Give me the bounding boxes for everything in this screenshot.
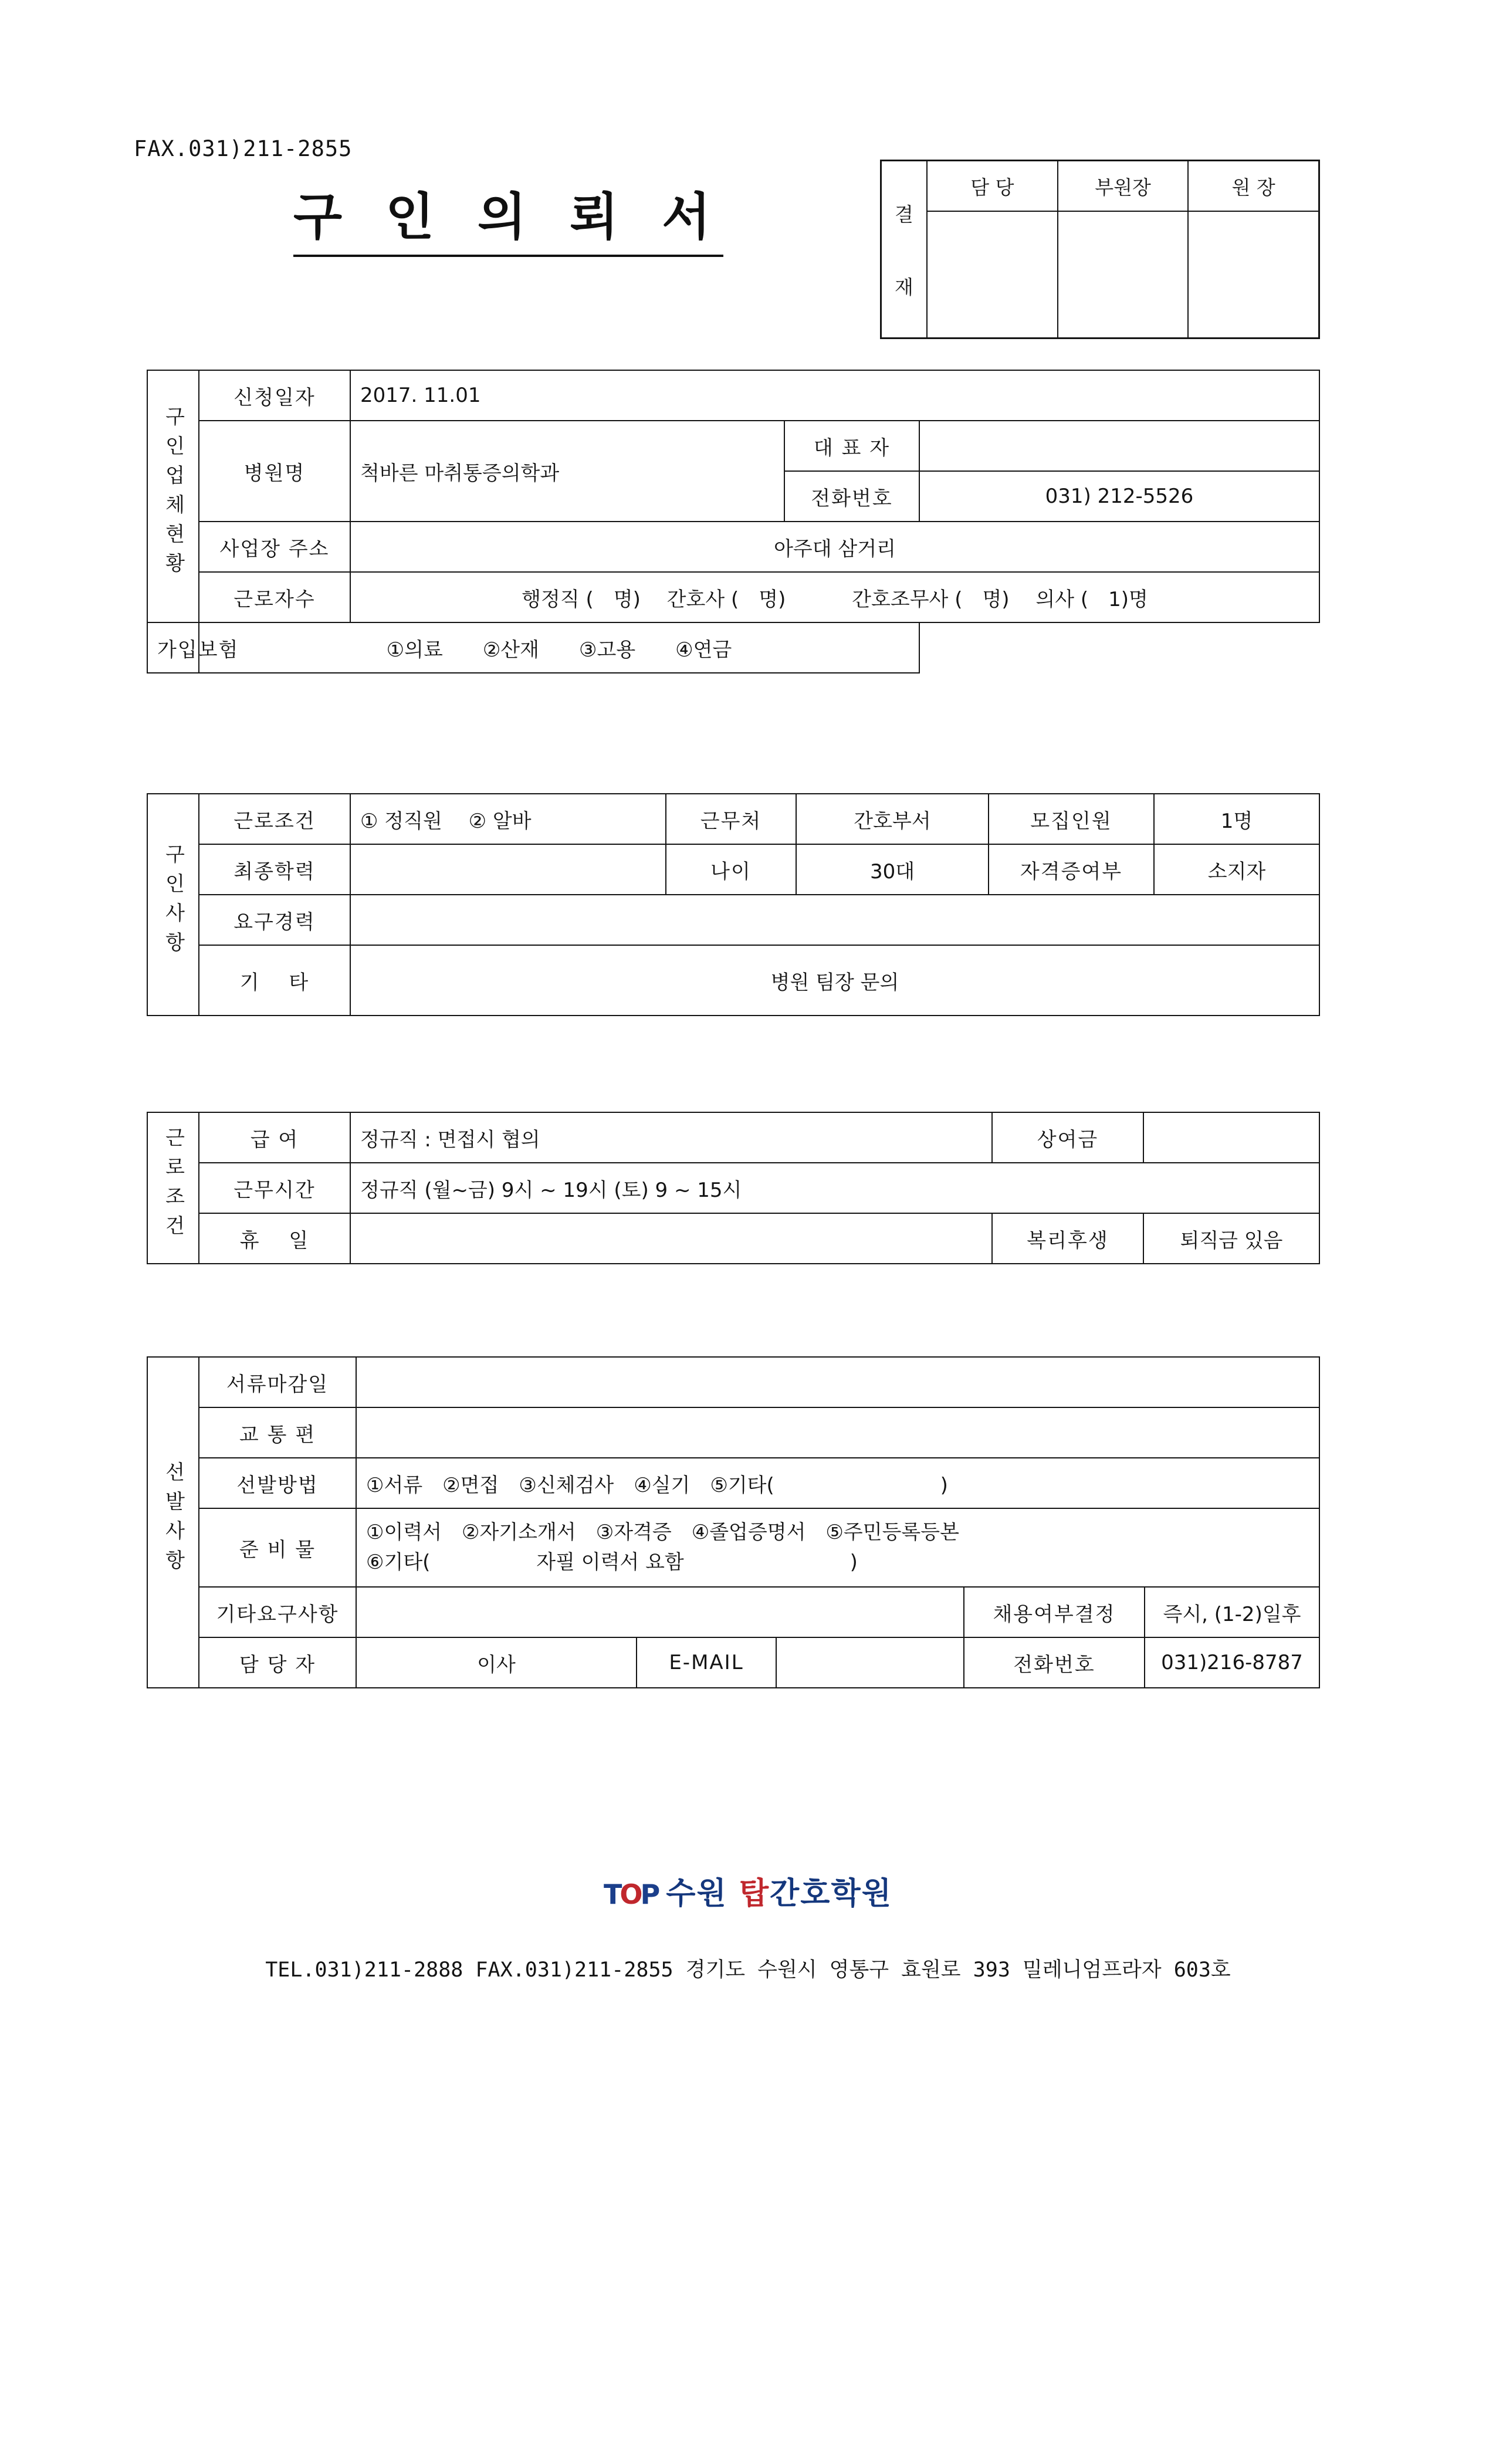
company-side-label: 구인업체현황 bbox=[147, 370, 199, 622]
table-row bbox=[147, 1458, 1319, 1508]
hiring-side-label: 구인사항 bbox=[147, 794, 199, 1016]
address-value: 아주대 삼거리 bbox=[350, 522, 1319, 572]
table-row bbox=[147, 370, 1319, 421]
approval-label-char-1: 결 bbox=[895, 202, 913, 226]
approval-col-header-0: 담 당 bbox=[928, 161, 1058, 211]
selection-side-label: 선발사항 bbox=[147, 1357, 199, 1688]
holiday-value bbox=[350, 1213, 992, 1264]
approval-signature-row bbox=[928, 212, 1318, 337]
approval-sign-0 bbox=[928, 212, 1058, 337]
work-condition-value: ① 정직원 ② 알바 bbox=[350, 794, 666, 844]
other-requirements-label: 기타요구사항 bbox=[199, 1587, 356, 1637]
footer-contact: TEL.031)211-2888 FAX.031)211-2855 경기도 수원시 영통구 효원로 393 밀레니엄프라자 603호 bbox=[265, 1958, 1231, 1982]
career-value bbox=[350, 895, 1319, 945]
decision-label: 채용여부결정 bbox=[964, 1587, 1145, 1637]
table-row bbox=[147, 622, 1319, 673]
email-value bbox=[776, 1637, 964, 1688]
representative-value bbox=[919, 421, 1319, 471]
table-row bbox=[147, 794, 1319, 844]
hospital-name-label: 병원명 bbox=[199, 421, 350, 522]
approval-col-header-1: 부원장 bbox=[1058, 161, 1189, 211]
salary-label: 급 여 bbox=[199, 1112, 350, 1163]
deadline-label: 서류마감일 bbox=[199, 1357, 356, 1407]
table-row bbox=[147, 1508, 1319, 1587]
workplace-value: 간호부서 bbox=[796, 794, 989, 844]
license-label: 자격증여부 bbox=[989, 844, 1154, 895]
documents-line-2: ⑥기타( 자필 이력서 요함 ) bbox=[366, 1551, 858, 1574]
company-phone-value: 031) 212-5526 bbox=[919, 471, 1319, 522]
footer-logo bbox=[0, 1869, 1496, 1913]
decision-value: 즉시, (1-2)일후 bbox=[1145, 1587, 1319, 1637]
deadline-value bbox=[356, 1357, 1319, 1407]
worker-count-value: 행정직 ( 명) 간호사 ( 명) 간호조무사 ( 명) 의사 ( 1)명 bbox=[350, 572, 1319, 622]
company-info-table bbox=[147, 370, 1320, 673]
selection-method-label: 선발방법 bbox=[199, 1458, 356, 1508]
approval-grid bbox=[928, 161, 1318, 337]
recruit-count-label: 모집인원 bbox=[989, 794, 1154, 844]
manager-value: 이사 bbox=[356, 1637, 637, 1688]
table-row bbox=[147, 522, 1319, 572]
license-value: 소지자 bbox=[1154, 844, 1319, 895]
hiring-etc-value: 병원 팀장 문의 bbox=[350, 945, 1319, 1016]
top-logo-icon: TOP bbox=[604, 1879, 658, 1910]
selection-details-table bbox=[147, 1356, 1320, 1688]
insurance-value: ①의료 ②산재 ③고용 ④연금 bbox=[199, 622, 919, 673]
apply-date-value: 2017. 11.01 bbox=[350, 370, 1319, 421]
documents-value bbox=[356, 1508, 1319, 1587]
selection-method-value: ①서류 ②면접 ③신체검사 ④실기 ⑤기타( ) bbox=[356, 1458, 1319, 1508]
workplace-label: 근무처 bbox=[666, 794, 796, 844]
selection-phone-label: 전화번호 bbox=[964, 1637, 1145, 1688]
salary-value: 정규직 : 면접시 협의 bbox=[350, 1112, 992, 1163]
other-requirements-value bbox=[356, 1587, 964, 1637]
welfare-value: 퇴직금 있음 bbox=[1143, 1213, 1319, 1264]
table-row bbox=[147, 1163, 1319, 1213]
table-row bbox=[147, 1112, 1319, 1163]
conditions-side-label: 근로조건 bbox=[147, 1112, 199, 1264]
holiday-label: 휴 일 bbox=[199, 1213, 350, 1264]
bonus-label: 상여금 bbox=[992, 1112, 1143, 1163]
hiring-etc-label: 기 타 bbox=[199, 945, 350, 1016]
transport-value bbox=[356, 1407, 1319, 1458]
approval-label-char-2: 재 bbox=[895, 275, 913, 299]
work-hours-label: 근무시간 bbox=[199, 1163, 350, 1213]
age-value: 30대 bbox=[796, 844, 989, 895]
selection-phone-value: 031)216-8787 bbox=[1145, 1637, 1319, 1688]
table-row bbox=[147, 945, 1319, 1016]
fax-number-line: FAX.031)211-2855 bbox=[134, 136, 353, 161]
approval-sign-2 bbox=[1189, 212, 1318, 337]
company-phone-label: 전화번호 bbox=[784, 471, 919, 522]
table-row bbox=[147, 1407, 1319, 1458]
transport-label: 교 통 편 bbox=[199, 1407, 356, 1458]
representative-label: 대 표 자 bbox=[784, 421, 919, 471]
documents-label: 준 비 물 bbox=[199, 1508, 356, 1587]
education-value bbox=[350, 844, 666, 895]
approval-label bbox=[882, 161, 928, 337]
email-label: E-MAIL bbox=[637, 1637, 776, 1688]
recruit-count-value: 1명 bbox=[1154, 794, 1319, 844]
approval-header-row bbox=[928, 161, 1318, 212]
hospital-name-value: 척바른 마취통증의학과 bbox=[350, 421, 784, 522]
education-label: 최종학력 bbox=[199, 844, 350, 895]
approval-col-header-2: 원 장 bbox=[1231, 175, 1275, 199]
worker-count-label: 근로자수 bbox=[199, 572, 350, 622]
welfare-label: 복리후생 bbox=[992, 1213, 1143, 1264]
manager-label: 담 당 자 bbox=[199, 1637, 356, 1688]
age-label: 나이 bbox=[666, 844, 796, 895]
documents-line-1: ①이력서 ②자기소개서 ③자격증 ④졸업증명서 ⑤주민등록등본 bbox=[366, 1521, 959, 1544]
approval-sign-1 bbox=[1058, 212, 1189, 337]
working-conditions-table bbox=[147, 1112, 1320, 1264]
apply-date-label: 신청일자 bbox=[199, 370, 350, 421]
bonus-value bbox=[1143, 1112, 1319, 1163]
footer-logo-text-2: 탑 bbox=[739, 1876, 770, 1911]
career-label: 요구경력 bbox=[199, 895, 350, 945]
table-row bbox=[147, 1587, 1319, 1637]
work-hours-value: 정규직 (월~금) 9시 ~ 19시 (토) 9 ~ 15시 bbox=[350, 1163, 1319, 1213]
table-row bbox=[147, 844, 1319, 895]
footer-logo-text-3: 간호학원 bbox=[770, 1876, 892, 1911]
table-row bbox=[147, 572, 1319, 622]
footer-logo-text-1: 수원 bbox=[666, 1876, 739, 1911]
hiring-details-table bbox=[147, 793, 1320, 1016]
address-label: 사업장 주소 bbox=[199, 522, 350, 572]
table-row bbox=[147, 421, 1319, 471]
table-row bbox=[147, 1357, 1319, 1407]
approval-box bbox=[880, 160, 1320, 339]
table-row bbox=[147, 1637, 1319, 1688]
table-row bbox=[147, 1213, 1319, 1264]
table-row bbox=[147, 895, 1319, 945]
insurance-label: 가입보험 bbox=[147, 622, 199, 673]
page-title: 구 인 의 뢰 서 bbox=[293, 176, 723, 257]
work-condition-label: 근로조건 bbox=[199, 794, 350, 844]
